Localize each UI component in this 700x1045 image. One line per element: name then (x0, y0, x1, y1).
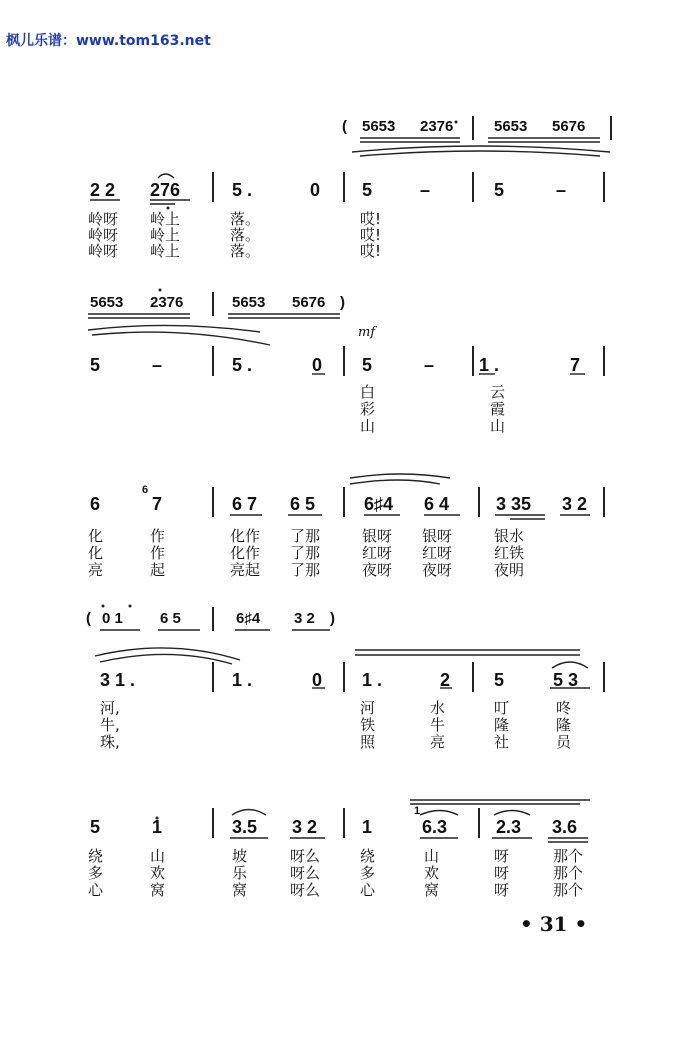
barline (343, 346, 345, 376)
lyric: 哎! (360, 210, 382, 228)
lyric: 心 (88, 881, 104, 899)
note: 3 2 (292, 817, 318, 837)
note: 1 . (232, 670, 253, 690)
lyric: 河, (100, 699, 120, 717)
lyric: 岭上 (150, 210, 181, 228)
barline (212, 662, 214, 692)
barline (478, 487, 480, 517)
site-watermark: 枫儿乐谱：www.tom163.net (6, 33, 211, 49)
lyric: 哎! (360, 226, 382, 244)
barline (212, 808, 214, 838)
lyric: 呀 (494, 847, 510, 865)
lyric: 银呀 (422, 527, 453, 545)
lyric: 那个 (553, 881, 584, 899)
lyric: 坡 (232, 847, 248, 865)
note: – (424, 355, 435, 375)
note: 6.3 (422, 817, 448, 837)
lyric: 那个 (553, 864, 584, 882)
note: 7 (152, 494, 163, 514)
lyric: 了那 (290, 544, 321, 562)
lyric: 彩 (360, 400, 376, 418)
interlude-note: 0 1 (102, 610, 123, 627)
lyric: 岭呀 (88, 242, 119, 260)
barline (343, 172, 345, 202)
lyric: 呀么 (290, 864, 321, 882)
lyric: 夜呀 (422, 561, 453, 579)
grace-note: 1 (414, 805, 421, 817)
barline (212, 487, 214, 517)
barline (472, 346, 474, 376)
note: 1 (152, 817, 163, 837)
interlude-note: 2376 (420, 118, 454, 135)
lyric: 落。 (230, 210, 261, 228)
lyric: 化 (88, 544, 104, 562)
note: 5 (362, 180, 373, 200)
barline (212, 172, 214, 202)
barline (343, 808, 345, 838)
lyric: 作 (150, 527, 166, 545)
interlude-open: ( (342, 118, 347, 135)
lyric: 红铁 (494, 544, 525, 562)
lyric: 心 (360, 881, 376, 899)
lyric: 银水 (494, 527, 525, 545)
note: 5 3 (553, 670, 579, 690)
interlude-note: 3 2 (294, 610, 315, 627)
barline (603, 346, 605, 376)
barline (343, 487, 345, 517)
lyric: 水 (430, 699, 446, 717)
note: 276 (150, 180, 181, 200)
lyric: 起 (150, 561, 166, 579)
lyric: 窝 (150, 881, 166, 899)
page-number: • 31 • (520, 912, 588, 936)
barline (478, 808, 480, 838)
note: 1 (362, 817, 373, 837)
lyric: 隆 (556, 716, 572, 734)
lyric: 夜呀 (362, 561, 393, 579)
lyric: 夜明 (494, 561, 525, 579)
lyric: 照 (360, 733, 376, 751)
note: 6 (90, 494, 101, 514)
note: 3.6 (552, 817, 578, 837)
note: 3.5 (232, 817, 258, 837)
dynamic-marking: mf (358, 325, 376, 340)
interlude-note: 5653 (362, 118, 396, 135)
lyric: 红呀 (422, 544, 453, 562)
note: 5 (494, 180, 505, 200)
lyric: 窝 (232, 881, 248, 899)
note: 5 (90, 355, 101, 375)
lyric: 绕 (88, 847, 104, 865)
interlude-note: 5676 (552, 118, 586, 135)
lyric: 呀 (494, 864, 510, 882)
lyric: 珠, (100, 733, 120, 751)
note: – (152, 355, 163, 375)
lyric: 了那 (290, 561, 321, 579)
interlude-open: ( (86, 610, 91, 627)
note: 0 (310, 180, 321, 200)
lyric: 窝 (424, 881, 440, 899)
interlude-note: 2376 (150, 294, 184, 311)
lyric: 多 (88, 864, 104, 882)
lyric: 多 (360, 864, 376, 882)
lyric: 落。 (230, 226, 261, 244)
lyric: 叮 (494, 699, 510, 717)
lyric: 铁 (360, 716, 376, 734)
note: – (420, 180, 431, 200)
lyric: 呀 (494, 881, 510, 899)
lyric: 岭呀 (88, 226, 119, 244)
lyric: 社 (494, 733, 510, 751)
barline (212, 292, 214, 316)
lyric: 化作 (230, 527, 261, 545)
note: 6♯4 (364, 494, 394, 514)
lyric: 山 (360, 417, 376, 435)
grace-note: 6 (142, 484, 149, 496)
lyric: 云 (490, 383, 506, 401)
barline (472, 116, 474, 140)
interlude-note: 5653 (232, 294, 266, 311)
lyric: 霞 (490, 400, 506, 418)
lyric: 亮起 (230, 561, 261, 579)
lyric: 化 (88, 527, 104, 545)
note: 3 2 (562, 494, 588, 514)
note: 5 (362, 355, 373, 375)
barline (603, 487, 605, 517)
lyric: 亮 (430, 733, 446, 751)
note: – (556, 180, 567, 200)
lyric: 山 (150, 847, 166, 865)
lyric: 红呀 (362, 544, 393, 562)
lyric: 亮 (88, 561, 104, 579)
lyric: 化作 (230, 544, 261, 562)
lyric: 欢 (424, 864, 440, 882)
note: 6 5 (290, 494, 316, 514)
lyric: 欢 (150, 864, 166, 882)
barline (472, 662, 474, 692)
lyric: 岭上 (150, 226, 181, 244)
note: 2.3 (496, 817, 522, 837)
lyric: 员 (556, 733, 572, 751)
note: 7 (570, 355, 581, 375)
lyric: 牛, (100, 716, 120, 734)
lyric: 岭上 (150, 242, 181, 260)
lyric: 作 (150, 544, 166, 562)
note: 3 1 . (100, 670, 136, 690)
note: 1 . (362, 670, 383, 690)
barline (343, 662, 345, 692)
barline (212, 346, 214, 376)
interlude-note: 5653 (90, 294, 124, 311)
lyric: 河 (360, 699, 376, 717)
note: 1 . (479, 355, 500, 375)
note: 3 35 (496, 494, 532, 514)
barline (212, 607, 214, 631)
lyric: 乐 (232, 864, 248, 882)
lyric: 了那 (290, 527, 321, 545)
interlude-close: ) (340, 294, 345, 311)
lyric: 绕 (360, 847, 376, 865)
note: 5 (494, 670, 505, 690)
lyric: 隆 (494, 716, 510, 734)
interlude-close: ) (330, 610, 335, 627)
barline (472, 172, 474, 202)
lyric: 银呀 (362, 527, 393, 545)
note: 0 (312, 670, 323, 690)
barline (610, 116, 612, 140)
note: 5 . (232, 180, 253, 200)
interlude-note: 5676 (292, 294, 326, 311)
note: 5 (90, 817, 101, 837)
lyric: 山 (424, 847, 440, 865)
note: 5 . (232, 355, 253, 375)
barline (603, 172, 605, 202)
barline (603, 662, 605, 692)
lyric: 那个 (553, 847, 584, 865)
interlude-note: 6♯4 (236, 610, 261, 627)
lyric: 岭呀 (88, 210, 119, 228)
lyric: 咚 (556, 699, 572, 717)
lyric: 呀么 (290, 881, 321, 899)
interlude-note: 6 5 (160, 610, 181, 627)
note: 2 2 (90, 180, 116, 200)
lyric: 呀么 (290, 847, 321, 865)
lyric: 落。 (230, 242, 261, 260)
interlude-note: 5653 (494, 118, 528, 135)
lyric: 哎! (360, 242, 382, 260)
note: 6 7 (232, 494, 258, 514)
note: 0 (312, 355, 323, 375)
note: 2 (440, 670, 451, 690)
lyric: 山 (490, 417, 506, 435)
lyric: 牛 (430, 716, 446, 734)
note: 6 4 (424, 494, 450, 514)
lyric: 白 (360, 383, 376, 401)
